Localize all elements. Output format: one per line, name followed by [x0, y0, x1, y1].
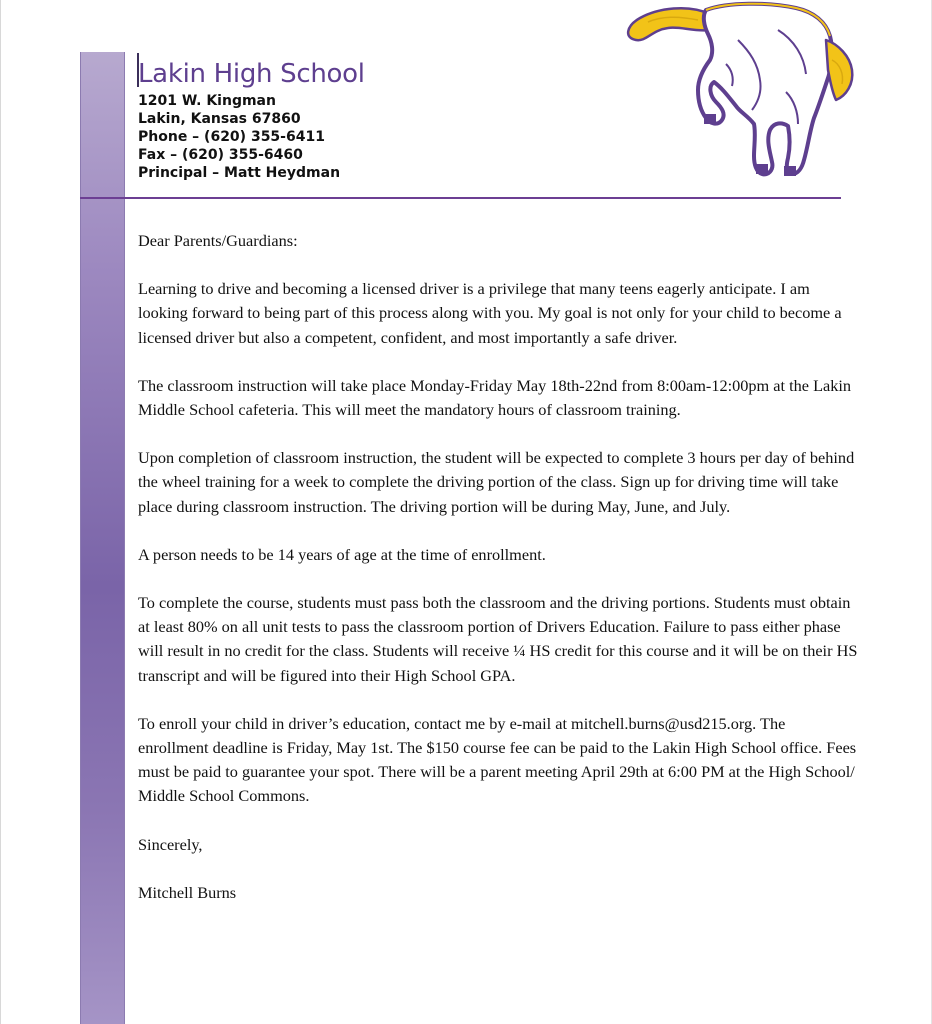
letterhead [138, 56, 365, 182]
page-left-edge [0, 0, 1, 1024]
paragraph-age: A person needs to be 14 years of age at the time of enrollment. [138, 544, 546, 564]
letter-body [138, 229, 858, 929]
address-city: Lakin, Kansas 67860 [138, 111, 301, 127]
school-name: Lakin High School [138, 59, 365, 89]
paragraph-classroom: The classroom instruction will take place Monday-Friday May 18th-22nd from 8:00am-12:00pm at the Lakin Middle School cafeteria. This will meet the mandatory hours of classroom training. [138, 375, 852, 420]
paragraph-intro: Learning to drive and becoming a licensed driver is a privilege that many teens eagerly anticipate. I am looking forward to being part of this process along with you. My goal is not only for your child to become a licensed driver but also a competent, confident, and most importantly a safe driver. [138, 279, 842, 347]
mustang-mascot-icon [618, 0, 858, 182]
phone-number: Phone – (620) 355-6411 [138, 129, 325, 145]
principal-name: Principal – Matt Heydman [138, 165, 341, 181]
paragraph-requirements: To complete the course, students must pass both the classroom and the driving portions. Students must obtain at least 80% on all unit tests to pass the classroom portion of Drivers Education. Failure to pass either phase will result in no credit for the class. Students will receive ¼ HS credit for this course and it will be on their HS transcript and will be figured into their High School GPA. [138, 593, 858, 685]
signature: Mitchell Burns [138, 882, 237, 902]
fax-number: Fax – (620) 355-6460 [138, 147, 303, 163]
address-street: 1201 W. Kingman [138, 93, 276, 109]
header-divider [80, 197, 841, 199]
closing: Sincerely, [138, 834, 203, 854]
salutation: Dear Parents/Guardians: [138, 231, 298, 250]
paragraph-enrollment: To enroll your child in driver’s education, contact me by e-mail at mitchell.burns@usd215.org. The enrollment deadline is Friday, May 1st. The $150 course fee can be paid to the Lakin High School office. Fees must be paid to guarantee your spot. There will be a parent meeting April 29th at 6:00 PM at the High School/ Middle School Commons. [138, 713, 857, 806]
paragraph-driving: Upon completion of classroom instruction, the student will be expected to complete 3 hours per day of behind the wheel training for a week to complete the driving portion of the class. Sign up for driving time will take place during classroom instruction. The driving portion will be during May, June, and July. [138, 448, 855, 516]
